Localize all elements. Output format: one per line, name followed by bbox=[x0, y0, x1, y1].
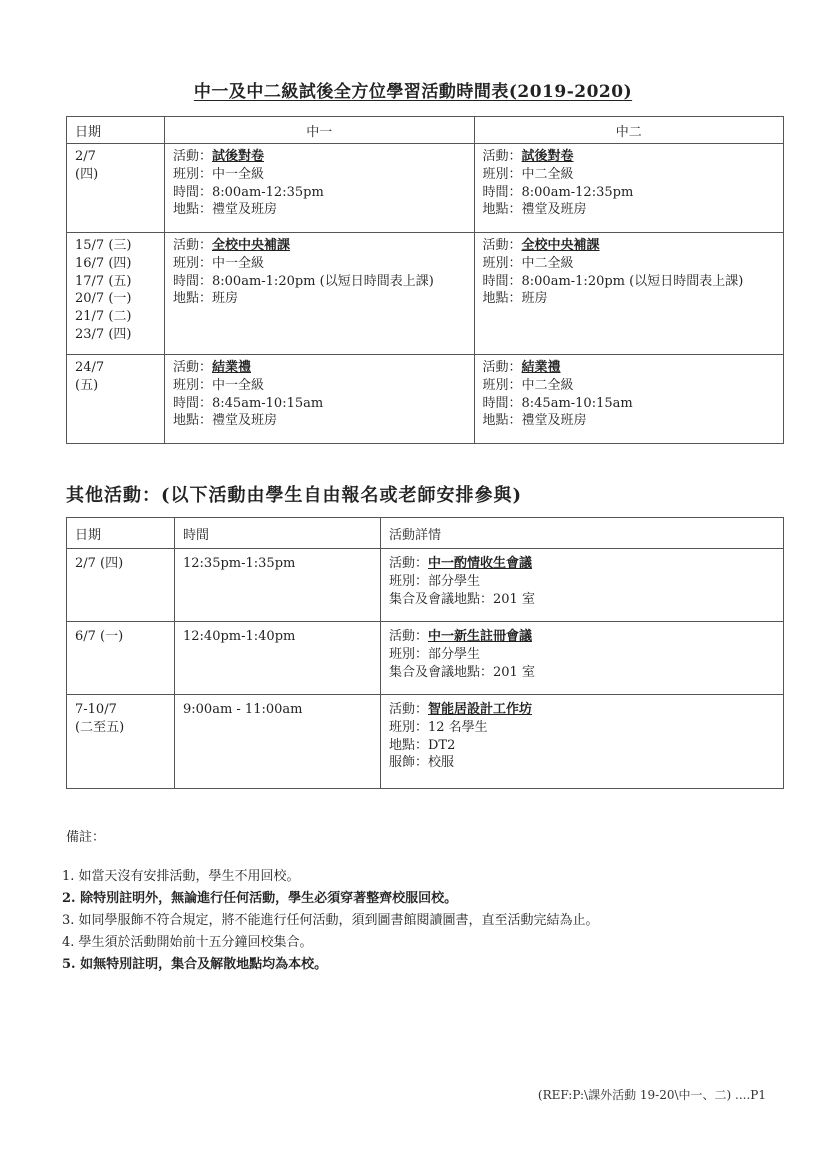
activity-name: 中一酌情收生會議 bbox=[428, 556, 533, 571]
activity-name: 全校中央補課 bbox=[212, 238, 291, 253]
activity-name: 結業禮 bbox=[521, 360, 561, 375]
note-item: 5. 如無特別註明，集合及解散地點均為本校。 bbox=[62, 957, 328, 972]
table-row bbox=[67, 622, 784, 695]
s2-cell: 活動：全校中央補課 班別：中二全級 時間：8:00am-1:20pm (以短日時間表上課) 地點：班房 bbox=[474, 233, 784, 355]
notes-list bbox=[62, 866, 599, 976]
activity-name: 中一新生註冊會議 bbox=[428, 629, 533, 644]
activity-name: 結業禮 bbox=[212, 360, 252, 375]
date-cell: 2/7 (四) bbox=[67, 549, 175, 622]
note-item: 2. 除特別註明外，無論進行任何活動，學生必須穿著整齊校服回校。 bbox=[62, 891, 458, 906]
s2-cell: 活動：結業禮 班別：中二全級 時間：8:45am-10:15am 地點：禮堂及班房 bbox=[474, 355, 784, 444]
header-date: 日期 bbox=[67, 117, 165, 144]
header-details: 活動詳情 bbox=[381, 518, 784, 549]
time-cell: 12:35pm-1:35pm bbox=[175, 549, 381, 622]
activity-name: 試後對卷 bbox=[521, 149, 574, 164]
activity-name: 智能居設計工作坊 bbox=[428, 702, 533, 717]
details-cell: 活動：智能居設計工作坊 班別：12 名學生 地點：DT2 服飾：校服 bbox=[381, 695, 784, 789]
table-header-row bbox=[67, 117, 784, 144]
table-row bbox=[67, 695, 784, 789]
s1-cell: 活動：試後對卷 班別：中一全級 時間：8:00am-12:35pm 地點：禮堂及班房 bbox=[165, 144, 475, 233]
header-s2: 中二 bbox=[474, 117, 784, 144]
other-activities-heading: 其他活動：(以下活動由學生自由報名或老師安排參與) bbox=[66, 485, 523, 506]
footer-reference: (REF:P:\課外活動 19-20\中一、二) ....P1 bbox=[537, 1088, 766, 1102]
header-time: 時間 bbox=[175, 518, 381, 549]
s2-cell: 活動：試後對卷 班別：中二全級 時間：8:00am-12:35pm 地點：禮堂及班房 bbox=[474, 144, 784, 233]
s1-cell: 活動：結業禮 班別：中一全級 時間：8:45am-10:15am 地點：禮堂及班房 bbox=[165, 355, 475, 444]
date-cell: 6/7 (一) bbox=[67, 622, 175, 695]
date-cell: 15/7 (三) 16/7 (四) 17/7 (五) 20/7 (一) 21/7 (二) 23/7 (四) bbox=[67, 233, 165, 355]
table-row bbox=[67, 355, 784, 444]
date-cell: 2/7 (四) bbox=[67, 144, 165, 233]
remarks-title: 備註： bbox=[66, 830, 106, 845]
date-cell: 24/7 (五) bbox=[67, 355, 165, 444]
table-row bbox=[67, 549, 784, 622]
note-item: 1. 如當天沒有安排活動，學生不用回校。 bbox=[62, 869, 300, 884]
activity-name: 試後對卷 bbox=[212, 149, 265, 164]
other-activities-table bbox=[66, 517, 784, 789]
header-date: 日期 bbox=[67, 518, 175, 549]
page-title: 中一及中二級試後全方位學習活動時間表(2019-2020) bbox=[193, 82, 633, 102]
note-item: 3. 如同學服飾不符合規定，將不能進行任何活動，須到圖書館閱讀圖書，直至活動完結為止。 bbox=[62, 913, 599, 928]
note-item: 4. 學生須於活動開始前十五分鐘回校集合。 bbox=[62, 935, 313, 950]
details-cell: 活動：中一酌情收生會議 班別：部分學生 集合及會議地點：201 室 bbox=[381, 549, 784, 622]
details-cell: 活動：中一新生註冊會議 班別：部分學生 集合及會議地點：201 室 bbox=[381, 622, 784, 695]
header-s1: 中一 bbox=[165, 117, 475, 144]
table-header-row bbox=[67, 518, 784, 549]
time-cell: 12:40pm-1:40pm bbox=[175, 622, 381, 695]
table-row bbox=[67, 233, 784, 355]
s1-cell: 活動：全校中央補課 班別：中一全級 時間：8:00am-1:20pm (以短日時間表上課) 地點：班房 bbox=[165, 233, 475, 355]
activity-name: 全校中央補課 bbox=[521, 238, 600, 253]
date-cell: 7-10/7 (二至五) bbox=[67, 695, 175, 789]
time-cell: 9:00am - 11:00am bbox=[175, 695, 381, 789]
schedule-table bbox=[66, 116, 784, 444]
table-row bbox=[67, 144, 784, 233]
